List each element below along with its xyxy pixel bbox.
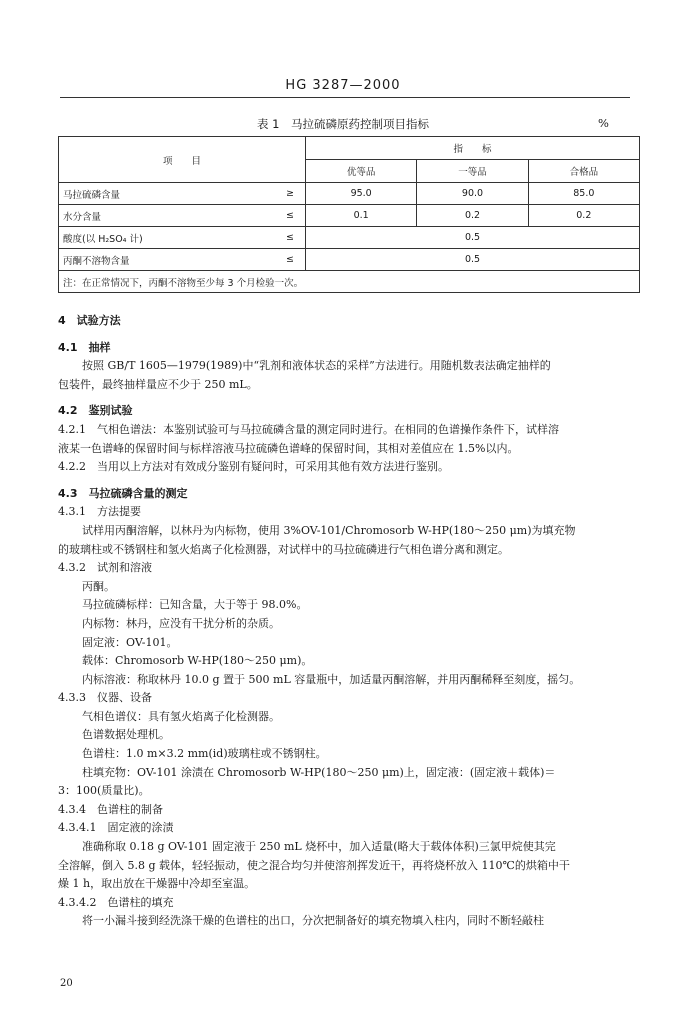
body-line: 载体：Chromosorb W-HP(180～250 μm)。	[82, 654, 313, 668]
section-heading: 4.1 抽样	[58, 340, 111, 354]
body-line: 将一小漏斗接到经洗涤干燥的色谱柱的出口，分次把制备好的填充物填入柱内，同时不断轻敲柱	[82, 914, 544, 928]
body-line: 4.2.1 气相色谱法：本鉴别试验可与马拉硫磷含量的测定同时进行。在相同的色谱操作条件下，试样溶	[58, 422, 559, 436]
grade-header-first: 一等品	[417, 160, 528, 183]
column-header-indicators: 指 标	[306, 137, 640, 160]
table-title: 表 1 马拉硫磷原药控制项目指标	[257, 117, 429, 131]
row-item-label: 酸度(以 H₂SO₄ 计)	[59, 227, 276, 249]
body-line: 内标物：林丹，应没有干扰分析的杂质。	[82, 616, 280, 630]
body-line: 燥 1 h，取出放在干燥器中冷却至室温。	[58, 877, 256, 891]
row-value: 0.2	[528, 205, 639, 227]
body-line: 丙酮。	[82, 579, 115, 593]
body-line: 4.3.3 仪器、设备	[58, 691, 152, 705]
body-line: 4.2.2 当用以上方法对有效成分鉴别有疑问时，可采用其他有效方法进行鉴别。	[58, 460, 449, 474]
body-line: 马拉硫磷标样：已知含量，大于等于 98.0%。	[82, 598, 308, 612]
body-line: 液某一色谱峰的保留时间与标样溶液马拉硫磷色谱峰的保留时间，其相对差值应在 1.5%以内。	[58, 441, 519, 455]
body-line: 4.3.4.2 色谱柱的填充	[58, 895, 174, 909]
grade-header-qualified: 合格品	[528, 160, 639, 183]
row-merged-value: 0.5	[306, 249, 640, 271]
body-line: 全溶解，倒入 5.8 g 载体，轻轻振动，使之混合均匀并使溶剂挥发近干，再将烧杯放入 110℃的烘箱中干	[58, 858, 570, 872]
row-value: 90.0	[417, 183, 528, 205]
body-line: 3：100(质量比)。	[58, 784, 150, 798]
row-operator: ≥	[275, 183, 306, 205]
body-line: 按照 GB/T 1605—1979(1989)中“乳剂和液体状态的采样”方法进行。用随机数表法确定抽样的	[82, 359, 551, 373]
body-line: 4.3.1 方法提要	[58, 505, 141, 519]
table-row	[59, 205, 640, 227]
page-number: 20	[60, 978, 73, 989]
row-value: 95.0	[306, 183, 417, 205]
section-heading: 4.3 马拉硫磷含量的测定	[58, 486, 188, 500]
column-header-item: 项 目	[59, 137, 306, 183]
body-line: 4.3.2 试剂和溶液	[58, 561, 152, 575]
table-row	[59, 227, 640, 249]
row-operator: ≤	[275, 205, 306, 227]
grade-header-superior: 优等品	[306, 160, 417, 183]
body-line: 柱填充物：OV-101 涂渍在 Chromosorb W-HP(180～250 μm)上，固定液：(固定液＋载体)＝	[82, 765, 556, 779]
body-text	[58, 312, 642, 931]
body-line: 试样用丙酮溶解，以林丹为内标物，使用 3%OV-101/Chromosorb W-HP(180～250 μm)为填充物	[82, 523, 576, 537]
standard-number-header: HG 3287—2000	[285, 78, 401, 93]
section-heading: 4 试验方法	[58, 314, 121, 327]
row-item-label: 马拉硫磷含量	[59, 183, 276, 205]
row-value: 0.2	[417, 205, 528, 227]
body-line: 色谱柱：1.0 m×3.2 mm(id)玻璃柱或不锈钢柱。	[82, 747, 327, 761]
header-rule	[60, 97, 630, 98]
section-heading: 4.2 鉴别试验	[58, 404, 133, 418]
body-line: 4.3.4 色谱柱的制备	[58, 802, 163, 816]
body-line: 气相色谱仪：具有氢火焰离子化检测器。	[82, 709, 280, 723]
body-line: 内标溶液：称取林丹 10.0 g 置于 500 mL 容量瓶中，加适量丙酮溶解，并用丙酮稀释至刻度，摇匀。	[82, 672, 581, 686]
table-unit: %	[598, 116, 609, 130]
row-operator: ≤	[275, 227, 306, 249]
control-items-table	[58, 136, 640, 293]
table-row	[59, 183, 640, 205]
row-value: 85.0	[528, 183, 639, 205]
row-merged-value: 0.5	[306, 227, 640, 249]
body-line: 固定液：OV-101。	[82, 635, 178, 649]
row-item-label: 丙酮不溶物含量	[59, 249, 276, 271]
row-item-label: 水分含量	[59, 205, 276, 227]
row-operator: ≤	[275, 249, 306, 271]
row-value: 0.1	[306, 205, 417, 227]
body-line: 4.3.4.1 固定液的涂渍	[58, 821, 174, 835]
body-line: 色谱数据处理机。	[82, 728, 170, 742]
table-row	[59, 249, 640, 271]
body-line: 准确称取 0.18 g OV-101 固定液于 250 mL 烧杯中，加入适量(略大于载体体积)三氯甲烷使其完	[82, 840, 556, 854]
table-note: 注：在正常情况下，丙酮不溶物至少每 3 个月检验一次。	[59, 271, 640, 293]
body-line: 包装件，最终抽样量应不少于 250 mL。	[58, 377, 258, 391]
body-line: 的玻璃柱或不锈钢柱和氢火焰离子化检测器，对试样中的马拉硫磷进行气相色谱分离和测定。	[58, 542, 509, 556]
